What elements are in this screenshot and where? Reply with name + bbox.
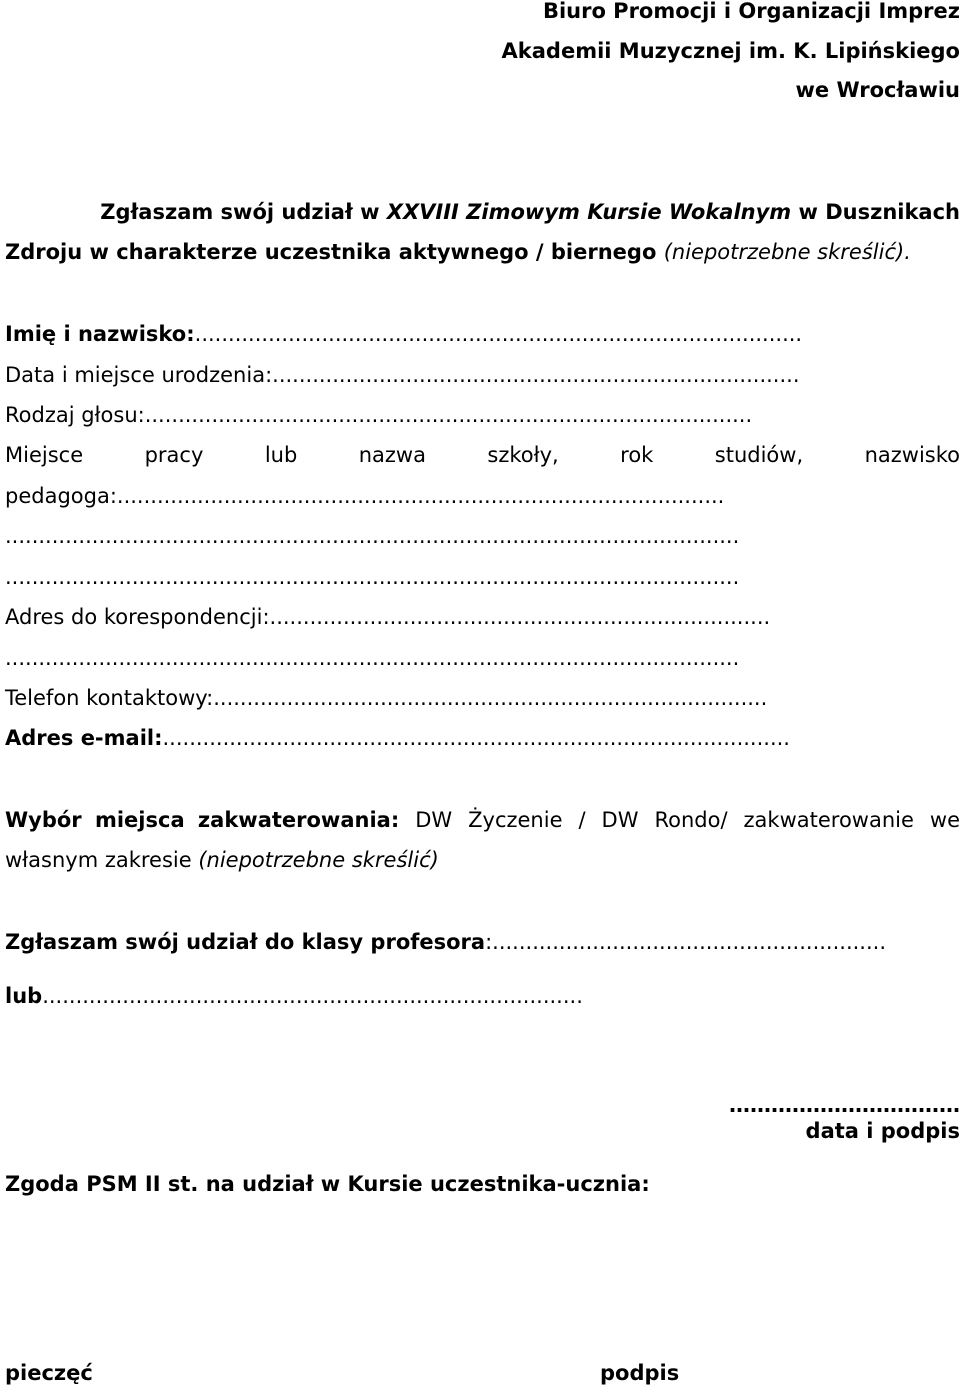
signature-label: data i podpis [805, 1119, 960, 1143]
accommodation-label: Wybór miejsca zakwaterowania: [5, 808, 400, 832]
accommodation-option-word: DW [415, 808, 453, 832]
sign-label: podpis [600, 1361, 680, 1385]
consent-label: Zgoda PSM II st. na udział w Kursie uczestnika-ucznia: [5, 1172, 650, 1196]
address-label: Adres do korespondencji [5, 605, 263, 629]
work-field[interactable] [5, 476, 960, 517]
work-word: nazwisko [864, 443, 960, 467]
declaration-line-2 [5, 232, 960, 273]
stamp-label: pieczęć [5, 1361, 93, 1385]
declaration-text-b: w Dusznikach [791, 200, 960, 224]
header-line-3: we Wrocławiu [795, 78, 960, 102]
professor-or-dots: ................................................................................. [42, 984, 583, 1008]
participation-note: (niepotrzebne skreślić). [663, 240, 911, 264]
work-word: pracy [144, 443, 204, 467]
birth-dots: ............................................................................... [272, 363, 800, 387]
accommodation-option-word: we [929, 808, 960, 832]
work-word: szkoły, [487, 443, 559, 467]
address-dots-1: :........................................................................... [262, 605, 771, 629]
name-dots: ........................................................................................... [194, 322, 803, 346]
work-dots-line-3[interactable]: .............................................................................................................. [5, 565, 740, 589]
header-line-1: Biuro Promocji i Organizacji Imprez [542, 0, 960, 23]
professor-alt-field[interactable] [5, 976, 960, 1017]
professor-label: Zgłaszam swój udział do klasy profesora [5, 930, 486, 954]
birth-field[interactable] [5, 355, 960, 396]
accommodation-option-word: zakwaterowanie [743, 808, 914, 832]
signature-dots[interactable]: …………………………… [729, 1093, 960, 1117]
name-label: Imię i nazwisko: [5, 322, 195, 346]
accommodation-line-1 [5, 800, 960, 841]
participation-type: Zdroju w charakterze uczestnika aktywnego / biernego [5, 240, 664, 264]
professor-or-label: lub [5, 984, 43, 1008]
accommodation-option-word: Rondo/ [654, 808, 728, 832]
voice-dots: ........................................................................................... [144, 403, 753, 427]
email-field[interactable] [5, 718, 960, 759]
address-dots-line-2[interactable]: .............................................................................................................. [5, 646, 740, 670]
header-line-2: Akademii Muzycznej im. K. Lipińskiego [501, 39, 960, 63]
phone-field[interactable] [5, 678, 960, 719]
work-word: rok [620, 443, 654, 467]
address-field[interactable] [5, 597, 960, 638]
work-dots-line-2[interactable]: .............................................................................................................. [5, 524, 740, 548]
birth-label: Data i miejsce urodzenia: [5, 363, 273, 387]
course-name: XXVIII Zimowym Kursie Wokalnym [386, 200, 792, 224]
work-label-2: pedagoga [5, 484, 110, 508]
name-field[interactable] [5, 314, 960, 355]
declaration-text-a: Zgłaszam swój udział w [100, 200, 387, 224]
work-word: Miejsce [5, 443, 84, 467]
accommodation-line-2-text: własnym zakresie [5, 848, 199, 872]
professor-dots: :........................................................... [485, 930, 886, 954]
professor-field[interactable] [5, 922, 960, 963]
phone-dots: :................................................................................... [206, 686, 768, 710]
accommodation-option-word: DW [601, 808, 639, 832]
accommodation-note: (niepotrzebne skreślić) [198, 848, 439, 872]
work-word: nazwa [358, 443, 426, 467]
voice-label: Rodzaj głosu: [5, 403, 145, 427]
declaration-line-1 [5, 192, 960, 233]
work-word: lub [264, 443, 298, 467]
accommodation-line-2 [5, 840, 960, 881]
email-label: Adres e-mail: [5, 726, 163, 750]
work-word: studiów, [714, 443, 804, 467]
email-dots: .............................................................................................. [162, 726, 790, 750]
phone-label: Telefon kontaktowy [5, 686, 207, 710]
accommodation-option-word: / [578, 808, 586, 832]
work-label-line [5, 435, 960, 476]
voice-field[interactable] [5, 395, 960, 436]
accommodation-option-word: Życzenie [468, 808, 563, 832]
work-dots-1: :........................................................................................... [109, 484, 725, 508]
